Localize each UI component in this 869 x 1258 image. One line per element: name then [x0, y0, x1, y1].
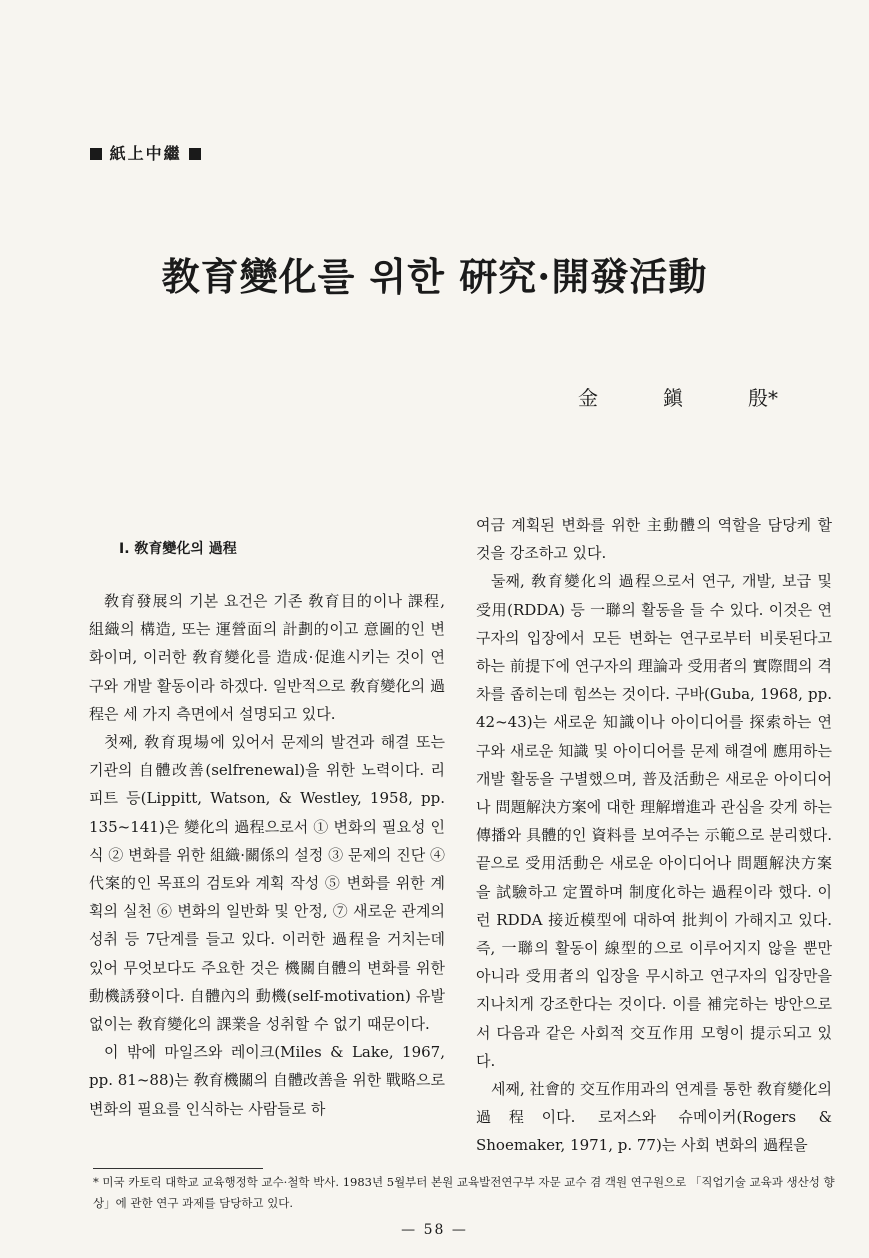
author-char: 鎭 — [663, 386, 683, 410]
paragraph: 첫째, 敎育現場에 있어서 문제의 발견과 해결 또는 기관의 自體改善(selfrenewal)을 위한 노력이다. 리피트 등(Lippitt, Watson, & Westley, 1958, pp. 135~141)은 變化의 過程으로서 ① 변화의 필요성 인식 ② 변화를 위한 組織·關係의 설정 ③ 문제의 진단 ④ 代案的인 목표의 검토와 계획 작성 ⑤ 변화를 위한 계획의 실천 ⑥ 변화의 일반화 및 안정, ⑦ 새로운 관계의 성취 등 7단계를 들고 있다. 이러한 過程을 거치는데 있어 무엇보다도 주요한 것은 機關自體의 변화를 위한 動機誘發이다. 自體內의 動機(self-motivation) 유발 없이는 敎育變化의 課業을 성취할 수 없기 때문이다. — [89, 733, 445, 1034]
kicker-label — [90, 141, 201, 164]
paragraph: 여금 계획된 변화를 위한 主動體의 역할을 담당케 할 것을 강조하고 있다. — [476, 516, 832, 563]
footnote-divider — [93, 1168, 263, 1169]
page-number: — 58 — — [401, 1222, 468, 1238]
section-heading: I. 敎育變化의 過程 — [119, 541, 237, 557]
square-bullet-icon — [189, 148, 201, 160]
square-bullet-icon — [90, 148, 102, 160]
kicker-text: 紙上中繼 — [109, 144, 182, 163]
paragraph: 둘째, 敎育變化의 過程으로서 연구, 개발, 보급 및 受用(RDDA) 등 一聯의 활동을 들 수 있다. 이것은 연구자의 입장에서 모든 변화는 연구로부터 비롯된다고 하는 前提下에 연구자의 理論과 受用者의 實際間의 격차를 좁히는데 힘쓰는 것이다. 구바(Guba, 1968, pp. 42~43)는 새로운 知識이나 아이디어를 探索하는 연구와 새로운 知識 및 아이디어를 문제 해결에 應用하는 개발 활동을 구별했으며, 普及活動은 새로운 아이디어나 問題解決方案에 대한 理解增進과 관심을 갖게 하는 傳播와 具體的인 資料를 보여주는 示範으로 분리했다. 끝으로 受用活動은 새로운 아이디어나 問題解決方案을 試驗하고 定置하며 制度化하는 過程이라 했다. 이런 RDDA 接近模型에 대하여 批判이 가해지고 있다. 즉, 一聯의 활동이 線型的으로 이루어지지 않을 뿐만 아니라 受用者의 입장을 무시하고 연구자의 입장만을 지나치게 강조한다는 것이다. 이를 補完하는 방안으로서 다음과 같은 사회적 交互作用 모형이 提示되고 있다. — [476, 572, 832, 1070]
left-column — [89, 535, 445, 1123]
right-column — [476, 511, 832, 1160]
author-char: 殷* — [748, 386, 778, 410]
paragraph: 이 밖에 마일즈와 레이크(Miles & Lake, 1967, pp. 81~88)는 敎育機關의 自體改善을 위한 戰略으로 변화의 필요를 인식하는 사람들로 하 — [89, 1043, 445, 1118]
paragraph: 세째, 社會的 交互作用과의 연계를 통한 敎育變化의 過程이다. 로저스와 슈메이커(Rogers & Shoemaker, 1971, p. 77)는 사회 변화의 過程을 — [476, 1080, 832, 1155]
paragraph: 敎育發展의 기본 요건은 기존 敎育目的이나 課程, 組織의 構造, 또는 運營面의 計劃的이고 意圖的인 변화이며, 이러한 敎育變化를 造成·促進시키는 것이 연구와 개발 활동이라 하겠다. 일반적으로 敎育變化의 過程은 세 가지 측면에서 설명되고 있다. — [89, 592, 445, 723]
author-name — [578, 382, 778, 411]
footnote — [93, 1172, 835, 1214]
author-char: 金 — [578, 386, 598, 410]
footnote-text: * 미국 카토릭 대학교 교육행정학 교수·철학 박사. 1983년 5월부터 본원 교육발전연구부 자문 교수 겸 객원 연구원으로 「직업기술 교육과 생산성 향상」에 관한 연구 과제를 담당하고 있다. — [93, 1175, 835, 1210]
article-title: 教育變化를 위한 硏究·開發活動 — [161, 254, 708, 299]
